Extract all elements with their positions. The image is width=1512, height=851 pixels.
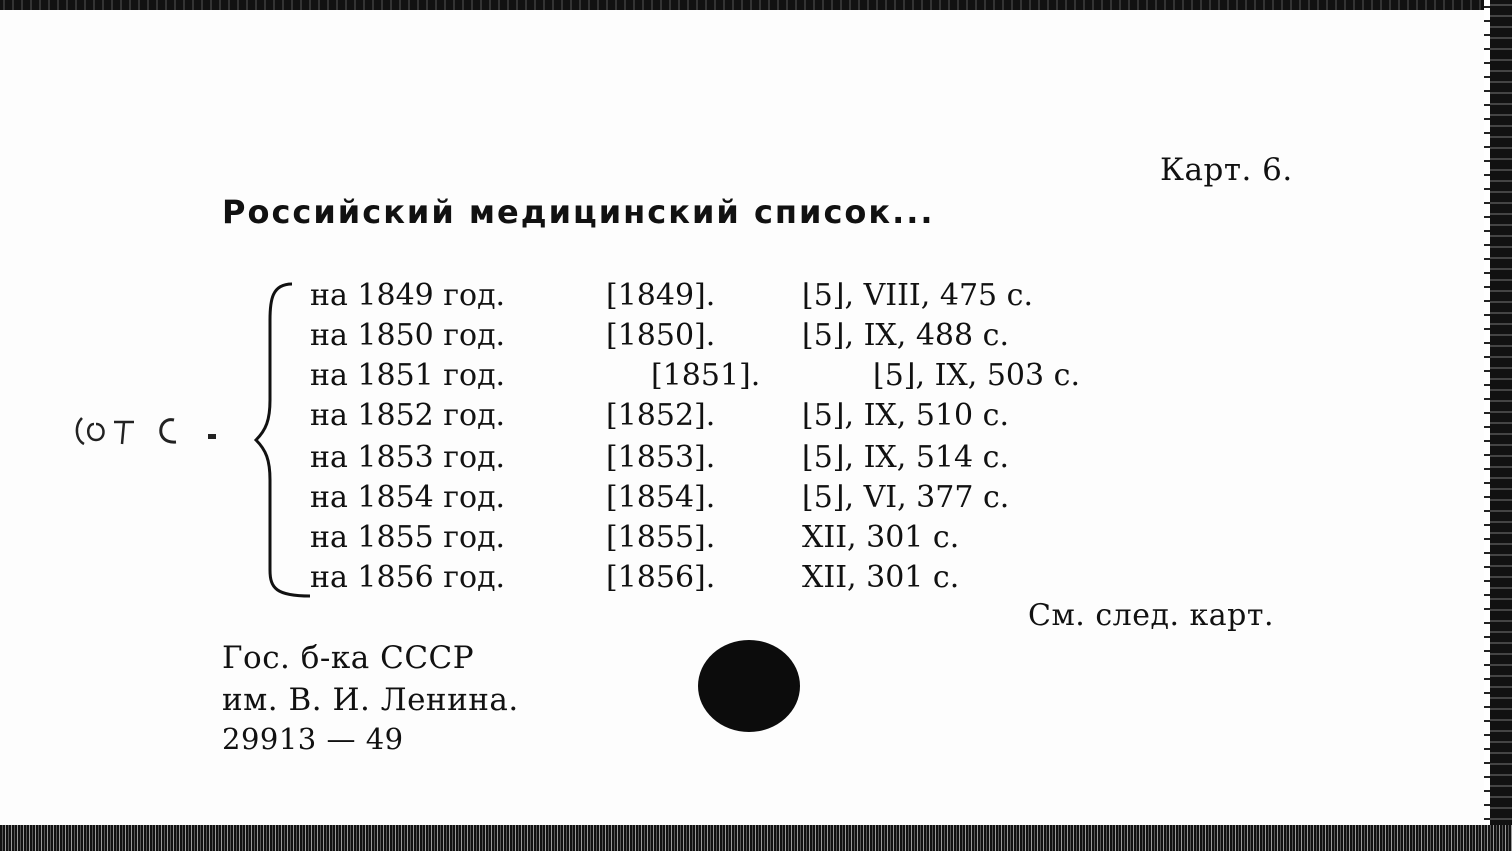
holding-entry <box>0 520 1200 560</box>
entry-bracket-year: [1855]. <box>606 520 716 555</box>
entry-bracket-year: [1852]. <box>606 398 716 433</box>
entry-year: на 1851 год. <box>310 358 506 393</box>
see-next-card: См. след. карт. <box>1028 598 1274 633</box>
holding-entry <box>0 480 1200 520</box>
entry-bracket-year: [1853]. <box>606 440 716 475</box>
entry-bracket-year: [1854]. <box>606 480 716 515</box>
entry-year: на 1855 год. <box>310 520 506 555</box>
library-name-line2: им. В. И. Ленина. <box>222 682 519 718</box>
entry-volume: ⌊5⌋, IX, 510 с. <box>802 398 1009 433</box>
card-title: Российский медицинский список... <box>222 193 935 231</box>
scan-border-bottom <box>0 825 1512 851</box>
entry-volume: ⌊5⌋, VI, 377 с. <box>802 480 1010 515</box>
entry-year: на 1849 год. <box>310 278 506 313</box>
entry-bracket-year: [1856]. <box>606 560 716 595</box>
holding-entry <box>0 278 1200 318</box>
entry-volume: ⌊5⌋, IX, 514 с. <box>802 440 1009 475</box>
holding-entry <box>0 318 1200 358</box>
entry-bracket-year: [1851]. <box>651 358 761 393</box>
punch-hole <box>698 640 800 732</box>
entry-volume: ⌊5⌋, VIII, 475 с. <box>802 278 1033 313</box>
holding-entry <box>0 398 1200 438</box>
entry-year: на 1850 год. <box>310 318 506 353</box>
entry-bracket-year: [1849]. <box>606 278 716 313</box>
entry-bracket-year: [1850]. <box>606 318 716 353</box>
entry-volume: ⌊5⌋, IX, 488 с. <box>802 318 1009 353</box>
holding-entry <box>0 560 1200 600</box>
entry-volume: XII, 301 с. <box>802 560 960 595</box>
library-name-line1: Гос. б-ка СССР <box>222 640 475 676</box>
holding-entry <box>0 358 1200 398</box>
entry-volume: XII, 301 с. <box>802 520 960 555</box>
holding-entry <box>0 440 1200 480</box>
scan-border-top <box>0 0 1512 10</box>
catalog-number: 29913 — 49 <box>222 722 404 756</box>
entry-year: на 1856 год. <box>310 560 506 595</box>
entry-year: на 1853 год. <box>310 440 506 475</box>
entry-year: на 1852 год. <box>310 398 506 433</box>
entry-year: на 1854 год. <box>310 480 506 515</box>
scan-border-right <box>1490 0 1512 851</box>
card-number: Карт. 6. <box>1160 152 1293 188</box>
entry-volume: ⌊5⌋, IX, 503 с. <box>873 358 1080 393</box>
